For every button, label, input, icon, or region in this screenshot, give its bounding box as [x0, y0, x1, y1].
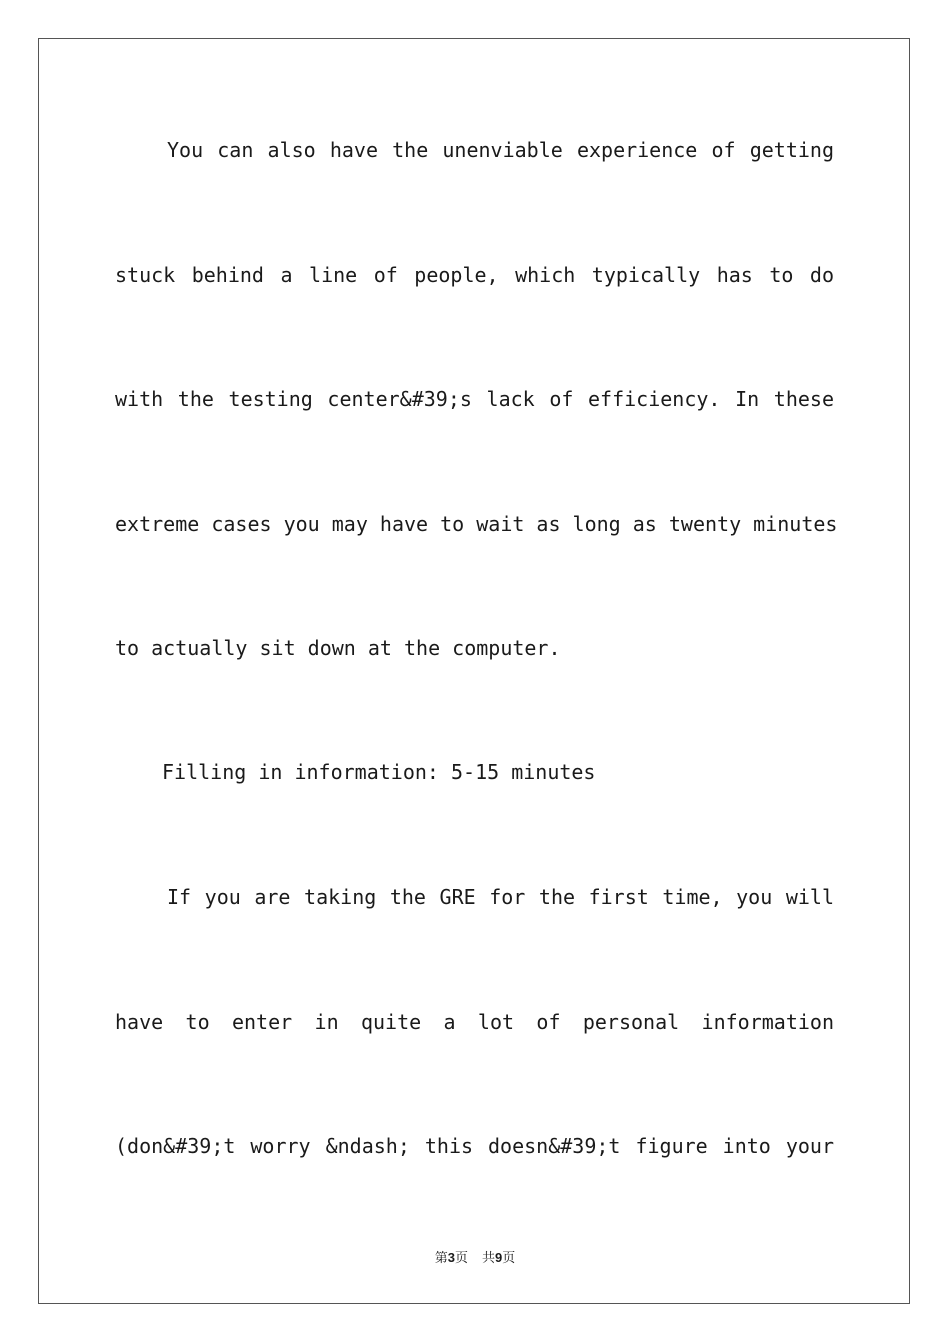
footer-total-word: 页 [502, 1251, 516, 1266]
footer-page-word: 页 [454, 1251, 468, 1266]
text-line: have to enter in quite a lot of personal information [115, 1010, 834, 1034]
text-line: extreme cases you may have to wait as long as twenty minutes [115, 512, 838, 536]
page-border [38, 38, 910, 1304]
section-heading: Filling in information: 5-15 minutes [162, 760, 596, 784]
text-line: with the testing center&#39;s lack of efficiency. In these [115, 387, 834, 411]
text-line: You can also have the unenviable experience of getting [167, 138, 834, 162]
footer-prefix: 第 [434, 1251, 448, 1266]
total-pages-number: 9 [495, 1250, 503, 1265]
text-line: (don&#39;t worry &ndash; this doesn&#39;t figure into your [115, 1134, 834, 1158]
page-footer [0, 1247, 950, 1266]
current-page-number: 3 [447, 1250, 455, 1265]
footer-total-prefix: 共 [482, 1251, 496, 1266]
text-line: stuck behind a line of people, which typically has to do [115, 263, 834, 287]
text-line: to actually sit down at the computer. [115, 636, 561, 660]
text-line: If you are taking the GRE for the first time, you will [167, 885, 834, 909]
